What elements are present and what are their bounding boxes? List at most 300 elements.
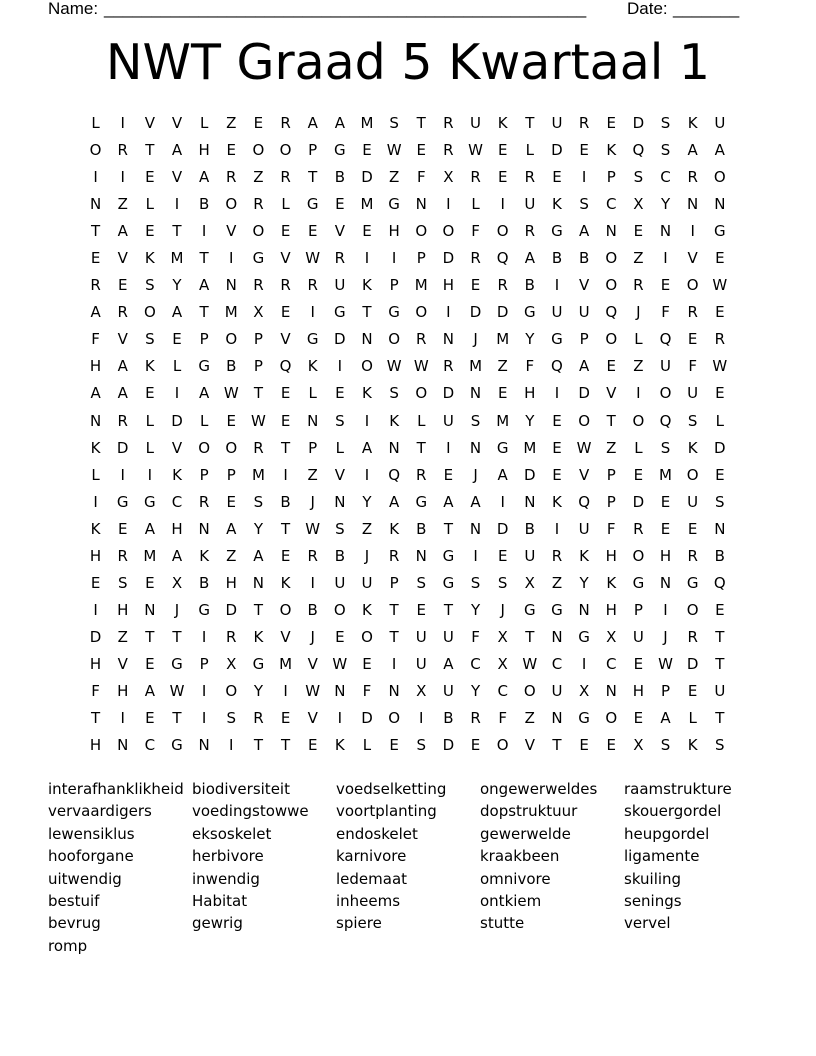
- grid-letter[interactable]: R: [416, 465, 427, 484]
- grid-letter[interactable]: V: [280, 249, 291, 268]
- grid-letter[interactable]: A: [226, 519, 237, 538]
- grid-letter[interactable]: G: [578, 627, 590, 646]
- grid-letter[interactable]: J: [174, 600, 180, 619]
- grid-letter[interactable]: R: [714, 330, 726, 349]
- grid-letter[interactable]: Z: [307, 465, 318, 484]
- grid-letter[interactable]: R: [470, 168, 481, 187]
- grid-letter[interactable]: E: [715, 600, 725, 619]
- grid-letter[interactable]: A: [714, 141, 725, 160]
- grid-letter[interactable]: C: [660, 168, 671, 187]
- grid-letter[interactable]: K: [144, 357, 155, 376]
- name-field[interactable]: ___________________________________________________: [104, 0, 587, 18]
- grid-letter[interactable]: T: [416, 438, 426, 457]
- grid-letter[interactable]: Z: [524, 709, 535, 728]
- grid-letter[interactable]: X: [443, 168, 454, 187]
- grid-letter[interactable]: P: [308, 438, 318, 457]
- grid-letter[interactable]: H: [89, 654, 102, 673]
- grid-letter[interactable]: I: [473, 546, 478, 565]
- grid-letter[interactable]: A: [144, 682, 155, 700]
- grid-letter[interactable]: S: [660, 141, 671, 160]
- grid-letter[interactable]: Y: [470, 682, 481, 700]
- grid-letter[interactable]: N: [605, 682, 617, 700]
- grid-letter[interactable]: B: [226, 357, 237, 376]
- grid-letter[interactable]: N: [307, 411, 319, 430]
- grid-letter[interactable]: R: [253, 276, 264, 295]
- grid-letter[interactable]: K: [253, 627, 264, 646]
- grid-letter[interactable]: D: [442, 736, 455, 755]
- grid-letter[interactable]: W: [522, 654, 538, 673]
- grid-letter[interactable]: R: [90, 276, 101, 295]
- grid-letter[interactable]: E: [552, 411, 562, 430]
- grid-letter[interactable]: E: [687, 330, 698, 349]
- grid-letter[interactable]: F: [498, 709, 507, 728]
- grid-letter[interactable]: B: [551, 249, 563, 268]
- grid-letter[interactable]: N: [659, 573, 672, 592]
- grid-letter[interactable]: O: [225, 682, 238, 700]
- grid-letter[interactable]: L: [145, 438, 155, 457]
- grid-letter[interactable]: G: [551, 600, 563, 619]
- grid-letter[interactable]: V: [524, 736, 535, 755]
- grid-letter[interactable]: E: [362, 222, 372, 241]
- grid-letter[interactable]: N: [714, 519, 726, 538]
- grid-letter[interactable]: N: [524, 492, 536, 511]
- grid-letter[interactable]: V: [687, 249, 698, 268]
- grid-letter[interactable]: O: [415, 222, 428, 241]
- grid-letter[interactable]: R: [687, 303, 698, 322]
- grid-letter[interactable]: O: [686, 276, 699, 295]
- grid-letter[interactable]: X: [416, 682, 427, 700]
- grid-letter[interactable]: H: [442, 276, 455, 295]
- grid-letter[interactable]: O: [361, 627, 373, 646]
- grid-letter[interactable]: A: [199, 276, 210, 295]
- grid-letter[interactable]: E: [226, 141, 237, 160]
- grid-letter[interactable]: Z: [633, 249, 644, 268]
- grid-letter[interactable]: E: [145, 222, 155, 241]
- grid-letter[interactable]: W: [386, 141, 402, 160]
- grid-letter[interactable]: E: [172, 330, 182, 349]
- grid-letter[interactable]: F: [661, 303, 670, 322]
- grid-letter[interactable]: I: [147, 465, 153, 484]
- grid-letter[interactable]: H: [171, 519, 183, 538]
- grid-letter[interactable]: W: [712, 357, 728, 376]
- grid-letter[interactable]: F: [606, 519, 616, 538]
- grid-letter[interactable]: P: [606, 168, 616, 187]
- grid-letter[interactable]: E: [660, 492, 671, 511]
- grid-letter[interactable]: U: [578, 303, 590, 322]
- grid-letter[interactable]: G: [306, 195, 319, 214]
- grid-letter[interactable]: I: [446, 438, 451, 457]
- grid-letter[interactable]: Q: [496, 249, 509, 268]
- grid-letter[interactable]: G: [252, 654, 265, 673]
- grid-letter[interactable]: T: [389, 627, 399, 646]
- grid-letter[interactable]: G: [144, 492, 156, 511]
- grid-letter[interactable]: E: [307, 736, 318, 755]
- grid-letter[interactable]: A: [199, 168, 210, 187]
- grid-letter[interactable]: T: [525, 114, 535, 133]
- grid-letter[interactable]: E: [687, 519, 698, 538]
- grid-letter[interactable]: E: [226, 411, 237, 430]
- grid-letter[interactable]: I: [690, 222, 695, 241]
- grid-letter[interactable]: W: [576, 438, 592, 457]
- grid-letter[interactable]: X: [253, 303, 264, 322]
- grid-letter[interactable]: S: [715, 736, 725, 755]
- grid-letter[interactable]: I: [554, 519, 560, 538]
- grid-letter[interactable]: T: [362, 303, 372, 322]
- grid-letter[interactable]: K: [687, 736, 698, 755]
- grid-letter[interactable]: A: [443, 654, 454, 673]
- grid-letter[interactable]: J: [310, 627, 315, 646]
- grid-letter[interactable]: U: [415, 627, 427, 646]
- grid-letter[interactable]: U: [361, 573, 373, 592]
- grid-letter[interactable]: P: [226, 465, 236, 484]
- grid-letter[interactable]: O: [605, 709, 618, 728]
- grid-letter[interactable]: G: [551, 222, 563, 241]
- grid-letter[interactable]: S: [715, 492, 725, 511]
- grid-letter[interactable]: R: [280, 114, 291, 133]
- grid-letter[interactable]: G: [578, 709, 590, 728]
- grid-letter[interactable]: A: [117, 384, 128, 403]
- grid-letter[interactable]: R: [307, 546, 318, 565]
- grid-letter[interactable]: U: [524, 546, 536, 565]
- grid-letter[interactable]: T: [606, 411, 616, 430]
- grid-letter[interactable]: I: [419, 709, 424, 728]
- grid-letter[interactable]: E: [280, 384, 291, 403]
- grid-letter[interactable]: E: [715, 465, 725, 484]
- grid-letter[interactable]: Y: [525, 411, 535, 430]
- grid-letter[interactable]: E: [335, 627, 345, 646]
- grid-letter[interactable]: T: [90, 222, 101, 241]
- grid-letter[interactable]: R: [443, 357, 454, 376]
- grid-letter[interactable]: T: [145, 141, 155, 160]
- grid-letter[interactable]: N: [252, 573, 265, 592]
- grid-letter[interactable]: S: [660, 114, 671, 133]
- grid-letter[interactable]: O: [632, 546, 645, 565]
- grid-letter[interactable]: I: [174, 384, 180, 403]
- grid-letter[interactable]: N: [578, 600, 590, 619]
- grid-letter[interactable]: G: [496, 438, 509, 457]
- grid-letter[interactable]: W: [332, 654, 348, 673]
- grid-letter[interactable]: I: [120, 114, 125, 133]
- grid-letter[interactable]: O: [388, 330, 401, 349]
- grid-letter[interactable]: R: [443, 141, 454, 160]
- grid-letter[interactable]: M: [496, 411, 510, 430]
- grid-letter[interactable]: X: [171, 573, 183, 592]
- grid-letter[interactable]: I: [337, 357, 343, 376]
- grid-letter[interactable]: H: [117, 600, 129, 619]
- grid-letter[interactable]: K: [687, 438, 698, 457]
- grid-letter[interactable]: Q: [632, 141, 645, 160]
- grid-letter[interactable]: I: [283, 682, 288, 700]
- grid-letter[interactable]: P: [389, 276, 399, 295]
- grid-letter[interactable]: V: [117, 249, 128, 268]
- grid-letter[interactable]: K: [90, 438, 101, 457]
- grid-letter[interactable]: J: [663, 627, 668, 646]
- grid-letter[interactable]: L: [525, 141, 534, 160]
- grid-letter[interactable]: H: [117, 682, 129, 700]
- grid-letter[interactable]: A: [253, 546, 264, 565]
- grid-letter[interactable]: T: [172, 627, 182, 646]
- grid-letter[interactable]: S: [633, 168, 644, 187]
- grid-letter[interactable]: Z: [606, 438, 617, 457]
- grid-letter[interactable]: E: [497, 546, 508, 565]
- grid-letter[interactable]: O: [225, 330, 238, 349]
- grid-letter[interactable]: T: [253, 384, 263, 403]
- grid-letter[interactable]: I: [663, 249, 668, 268]
- grid-letter[interactable]: M: [360, 195, 374, 214]
- grid-letter[interactable]: D: [714, 438, 726, 457]
- grid-letter[interactable]: Q: [279, 357, 292, 376]
- grid-letter[interactable]: K: [90, 519, 101, 538]
- grid-letter[interactable]: I: [391, 654, 397, 673]
- grid-letter[interactable]: T: [90, 709, 101, 728]
- grid-letter[interactable]: N: [415, 546, 427, 565]
- grid-letter[interactable]: S: [416, 736, 427, 755]
- grid-letter[interactable]: P: [633, 600, 643, 619]
- grid-letter[interactable]: H: [605, 600, 617, 619]
- grid-letter[interactable]: D: [361, 168, 373, 187]
- grid-letter[interactable]: V: [280, 330, 291, 349]
- grid-letter[interactable]: Y: [525, 330, 535, 349]
- grid-letter[interactable]: P: [199, 330, 209, 349]
- grid-letter[interactable]: I: [120, 709, 125, 728]
- grid-letter[interactable]: E: [687, 682, 698, 700]
- grid-letter[interactable]: X: [606, 627, 617, 646]
- grid-letter[interactable]: E: [443, 465, 454, 484]
- grid-letter[interactable]: P: [416, 249, 426, 268]
- grid-letter[interactable]: G: [388, 195, 400, 214]
- grid-letter[interactable]: O: [143, 303, 156, 322]
- grid-letter[interactable]: Z: [551, 573, 563, 592]
- grid-letter[interactable]: T: [443, 519, 453, 538]
- grid-letter[interactable]: D: [524, 465, 536, 484]
- grid-letter[interactable]: R: [226, 168, 237, 187]
- grid-letter[interactable]: K: [362, 600, 372, 619]
- grid-letter[interactable]: R: [687, 546, 698, 565]
- grid-letter[interactable]: H: [198, 141, 210, 160]
- grid-letter[interactable]: B: [307, 600, 318, 619]
- grid-letter[interactable]: J: [500, 600, 505, 619]
- grid-letter[interactable]: E: [606, 357, 616, 376]
- grid-letter[interactable]: X: [226, 654, 237, 673]
- grid-letter[interactable]: N: [198, 519, 210, 538]
- grid-letter[interactable]: C: [470, 654, 481, 673]
- grid-letter[interactable]: L: [281, 195, 290, 214]
- grid-letter[interactable]: R: [226, 627, 237, 646]
- date-field[interactable]: _______: [673, 0, 740, 18]
- grid-letter[interactable]: G: [388, 303, 400, 322]
- grid-letter[interactable]: W: [305, 519, 321, 538]
- grid-letter[interactable]: L: [145, 411, 155, 430]
- grid-letter[interactable]: B: [334, 546, 345, 565]
- grid-letter[interactable]: X: [524, 573, 535, 592]
- grid-letter[interactable]: K: [144, 249, 155, 268]
- grid-letter[interactable]: P: [389, 573, 399, 592]
- grid-letter[interactable]: C: [551, 654, 563, 673]
- grid-letter[interactable]: O: [388, 709, 401, 728]
- grid-letter[interactable]: I: [446, 195, 451, 214]
- grid-letter[interactable]: T: [416, 114, 426, 133]
- grid-letter[interactable]: F: [471, 222, 480, 241]
- grid-letter[interactable]: N: [361, 330, 373, 349]
- grid-letter[interactable]: A: [144, 519, 155, 538]
- grid-letter[interactable]: W: [413, 357, 429, 376]
- grid-letter[interactable]: Z: [226, 114, 237, 133]
- grid-letter[interactable]: X: [497, 627, 508, 646]
- grid-letter[interactable]: H: [659, 546, 672, 565]
- grid-letter[interactable]: R: [253, 709, 264, 728]
- grid-letter[interactable]: O: [279, 600, 292, 619]
- grid-letter[interactable]: J: [364, 546, 370, 565]
- grid-letter[interactable]: L: [362, 736, 372, 755]
- grid-letter[interactable]: G: [116, 492, 129, 511]
- grid-letter[interactable]: Z: [497, 357, 508, 376]
- grid-letter[interactable]: T: [280, 438, 291, 457]
- grid-letter[interactable]: L: [417, 411, 426, 430]
- grid-letter[interactable]: E: [715, 303, 725, 322]
- grid-letter[interactable]: A: [388, 492, 400, 511]
- grid-letter[interactable]: A: [307, 114, 318, 133]
- grid-letter[interactable]: C: [606, 654, 617, 673]
- grid-letter[interactable]: V: [171, 114, 183, 133]
- grid-letter[interactable]: L: [91, 114, 100, 133]
- grid-letter[interactable]: U: [442, 627, 454, 646]
- grid-letter[interactable]: K: [307, 357, 318, 376]
- grid-letter[interactable]: G: [171, 736, 183, 755]
- grid-letter[interactable]: V: [334, 222, 345, 241]
- grid-letter[interactable]: D: [225, 600, 238, 619]
- grid-letter[interactable]: I: [364, 465, 370, 484]
- grid-letter[interactable]: D: [116, 438, 129, 457]
- grid-letter[interactable]: O: [333, 600, 346, 619]
- grid-letter[interactable]: G: [334, 303, 346, 322]
- grid-letter[interactable]: Y: [253, 682, 263, 700]
- grid-letter[interactable]: F: [91, 330, 100, 349]
- grid-letter[interactable]: N: [89, 195, 102, 214]
- grid-letter[interactable]: S: [416, 573, 427, 592]
- grid-letter[interactable]: U: [415, 654, 427, 673]
- grid-letter[interactable]: T: [552, 736, 562, 755]
- grid-letter[interactable]: I: [93, 168, 98, 187]
- grid-letter[interactable]: U: [334, 276, 346, 295]
- grid-letter[interactable]: T: [145, 627, 155, 646]
- grid-letter[interactable]: N: [225, 276, 237, 295]
- grid-letter[interactable]: E: [660, 276, 671, 295]
- grid-letter[interactable]: U: [442, 682, 454, 700]
- grid-letter[interactable]: N: [714, 195, 726, 214]
- grid-letter[interactable]: V: [171, 438, 183, 457]
- grid-letter[interactable]: A: [578, 222, 590, 241]
- grid-letter[interactable]: T: [253, 736, 263, 755]
- grid-letter[interactable]: X: [578, 682, 590, 700]
- grid-letter[interactable]: R: [633, 276, 644, 295]
- grid-letter[interactable]: S: [335, 411, 345, 430]
- grid-letter[interactable]: R: [524, 168, 536, 187]
- grid-letter[interactable]: O: [415, 303, 428, 322]
- grid-letter[interactable]: Q: [605, 303, 618, 322]
- grid-letter[interactable]: A: [443, 492, 454, 511]
- grid-letter[interactable]: U: [470, 114, 482, 133]
- grid-letter[interactable]: N: [144, 600, 156, 619]
- grid-letter[interactable]: E: [280, 411, 291, 430]
- grid-letter[interactable]: T: [199, 303, 209, 322]
- grid-letter[interactable]: O: [496, 736, 509, 755]
- grid-letter[interactable]: S: [660, 736, 671, 755]
- grid-letter[interactable]: R: [117, 141, 128, 160]
- grid-letter[interactable]: W: [386, 357, 402, 376]
- grid-letter[interactable]: U: [660, 357, 672, 376]
- grid-letter[interactable]: S: [660, 438, 671, 457]
- grid-letter[interactable]: T: [715, 627, 725, 646]
- grid-letter[interactable]: A: [117, 357, 128, 376]
- grid-letter[interactable]: Y: [362, 492, 372, 511]
- grid-letter[interactable]: I: [174, 195, 180, 214]
- grid-letter[interactable]: D: [442, 249, 455, 268]
- grid-letter[interactable]: E: [145, 573, 155, 592]
- grid-letter[interactable]: E: [145, 654, 155, 673]
- grid-letter[interactable]: N: [687, 195, 699, 214]
- grid-letter[interactable]: D: [442, 384, 455, 403]
- grid-letter[interactable]: S: [145, 276, 155, 295]
- grid-letter[interactable]: T: [308, 168, 318, 187]
- grid-letter[interactable]: V: [144, 114, 155, 133]
- grid-letter[interactable]: Y: [253, 519, 263, 538]
- grid-letter[interactable]: R: [117, 411, 128, 430]
- grid-letter[interactable]: F: [525, 357, 535, 376]
- grid-letter[interactable]: B: [578, 249, 590, 268]
- grid-letter[interactable]: V: [117, 654, 128, 673]
- grid-letter[interactable]: N: [469, 438, 482, 457]
- grid-letter[interactable]: E: [552, 438, 562, 457]
- grid-letter[interactable]: B: [443, 709, 454, 728]
- grid-letter[interactable]: F: [416, 168, 426, 187]
- grid-letter[interactable]: G: [415, 492, 428, 511]
- grid-letter[interactable]: S: [579, 195, 589, 214]
- grid-letter[interactable]: T: [253, 600, 263, 619]
- grid-letter[interactable]: T: [199, 249, 209, 268]
- grid-letter[interactable]: I: [581, 168, 587, 187]
- grid-letter[interactable]: L: [199, 114, 209, 133]
- grid-letter[interactable]: N: [442, 330, 455, 349]
- grid-letter[interactable]: I: [93, 600, 98, 619]
- grid-letter[interactable]: O: [686, 465, 699, 484]
- grid-letter[interactable]: I: [554, 384, 560, 403]
- grid-letter[interactable]: D: [469, 303, 482, 322]
- grid-letter[interactable]: D: [89, 627, 102, 646]
- grid-letter[interactable]: O: [713, 168, 726, 187]
- grid-letter[interactable]: U: [334, 573, 346, 592]
- grid-letter[interactable]: H: [89, 736, 102, 755]
- grid-letter[interactable]: O: [225, 438, 238, 457]
- grid-letter[interactable]: R: [198, 492, 210, 511]
- grid-letter[interactable]: M: [251, 465, 265, 484]
- grid-letter[interactable]: L: [471, 195, 480, 214]
- grid-letter[interactable]: M: [496, 330, 510, 349]
- grid-letter[interactable]: N: [415, 195, 427, 214]
- grid-letter[interactable]: H: [632, 682, 645, 700]
- grid-letter[interactable]: E: [362, 654, 372, 673]
- grid-letter[interactable]: E: [117, 519, 128, 538]
- grid-letter[interactable]: K: [172, 465, 182, 484]
- grid-letter[interactable]: K: [280, 573, 291, 592]
- grid-letter[interactable]: A: [171, 546, 183, 565]
- grid-letter[interactable]: A: [361, 438, 373, 457]
- grid-letter[interactable]: F: [362, 682, 372, 700]
- grid-letter[interactable]: V: [578, 465, 590, 484]
- grid-letter[interactable]: P: [579, 330, 589, 349]
- grid-letter[interactable]: E: [335, 384, 345, 403]
- grid-letter[interactable]: L: [172, 357, 182, 376]
- grid-letter[interactable]: N: [198, 736, 210, 755]
